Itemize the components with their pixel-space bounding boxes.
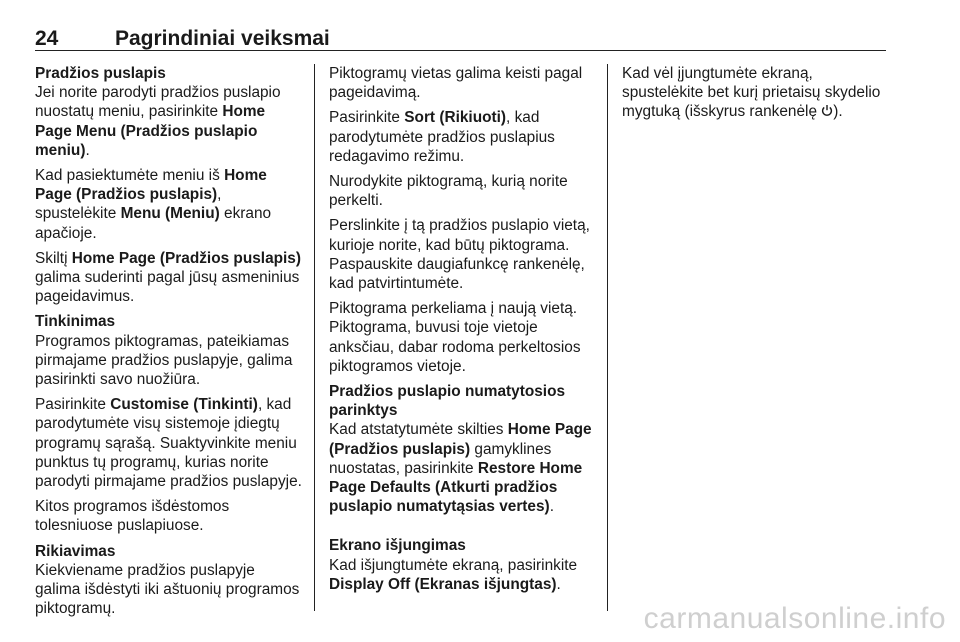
column-divider <box>607 64 608 611</box>
section-heading: Pradžios puslapio numatytosios parinktys <box>329 383 566 420</box>
column-right <box>622 64 890 128</box>
paragraph: Perslinkite į tą pradžios puslapio vietą, kurioje norite, kad būtų piktograma. Paspauskite daugiafunkcę rankenėlę, kad patvirtintumėte. <box>329 217 590 293</box>
column-divider <box>314 64 315 611</box>
section-heading: Pradžios puslapis <box>35 65 166 82</box>
paragraph: Pasirinkite Customise (Tinkinti), kad parodytumėte visų sistemoje įdiegtų programų sąrašą. Suaktyvinkite meniu punktus tų programų, kurias norite parodyti pirmajame pradžios puslapyje. <box>35 396 302 491</box>
column-middle <box>329 64 597 600</box>
paragraph: Jei norite parodyti pradžios puslapio nuostatų meniu, pasirinkite Home Page Menu (Pradžios puslapio meniu). <box>35 84 281 159</box>
paragraph: Kad atstatytumėte skilties Home Page (Pradžios puslapis) gamyklines nuostatas, pasirinkite Restore Home Page Defaults (Atkurti pradžios puslapio numatytąsias vertes). <box>329 421 592 516</box>
paragraph: Kad pasiektumėte meniu iš Home Page (Pradžios puslapis), spustelėkite Menu (Meniu) ekrano apačioje. <box>35 167 272 242</box>
paragraph: Pasirinkite Sort (Rikiuoti), kad parodytumėte pradžios puslapius redagavimo režimu. <box>329 109 555 165</box>
spacer <box>329 522 597 536</box>
page-title: Pagrindiniai veiksmai <box>115 27 330 50</box>
section-heading: Tinkinimas <box>35 313 116 331</box>
paragraph: Kad išjungtumėte ekraną, pasirinkite Display Off (Ekranas išjungtas). <box>329 556 578 593</box>
page-header <box>35 28 886 51</box>
paragraph: Programos piktogramas, pateikiamas pirmajame pradžios puslapyje, galima pasirinkti savo nuožiūra. <box>35 332 293 389</box>
power-knob-icon <box>821 103 833 120</box>
section-heading: Ekrano išjungimas <box>329 537 466 555</box>
watermark: carmanualsonline.info <box>643 602 946 635</box>
paragraph: Kiekviename pradžios puslapyje galima išdėstyti iki aštuonių programos piktogramų. <box>35 561 300 618</box>
paragraph: Kad vėl įjungtumėte ekraną, spustelėkite bet kurį prietaisų skydelio mygtuką (išskyrus rankenėlę ). <box>622 65 881 121</box>
paragraph: Piktogramų vietas galima keisti pagal pageidavimą. <box>329 65 583 102</box>
paragraph: Piktograma perkeliama į naują vietą. Piktograma, buvusi toje vietoje anksčiau, dabar rodoma perkeltosios piktogramos vietoje. <box>329 300 581 375</box>
paragraph: Skiltį Home Page (Pradžios puslapis) galima suderinti pagal jūsų asmeninius pageidavimus. <box>35 249 301 306</box>
section-heading: Rikiavimas <box>35 542 116 560</box>
page-number: 24 <box>35 27 59 50</box>
column-left <box>35 64 303 624</box>
paragraph: Nurodykite piktogramą, kurią norite perkelti. <box>329 173 568 210</box>
paragraph: Kitos programos išdėstomos tolesniuose puslapiuose. <box>35 498 230 535</box>
